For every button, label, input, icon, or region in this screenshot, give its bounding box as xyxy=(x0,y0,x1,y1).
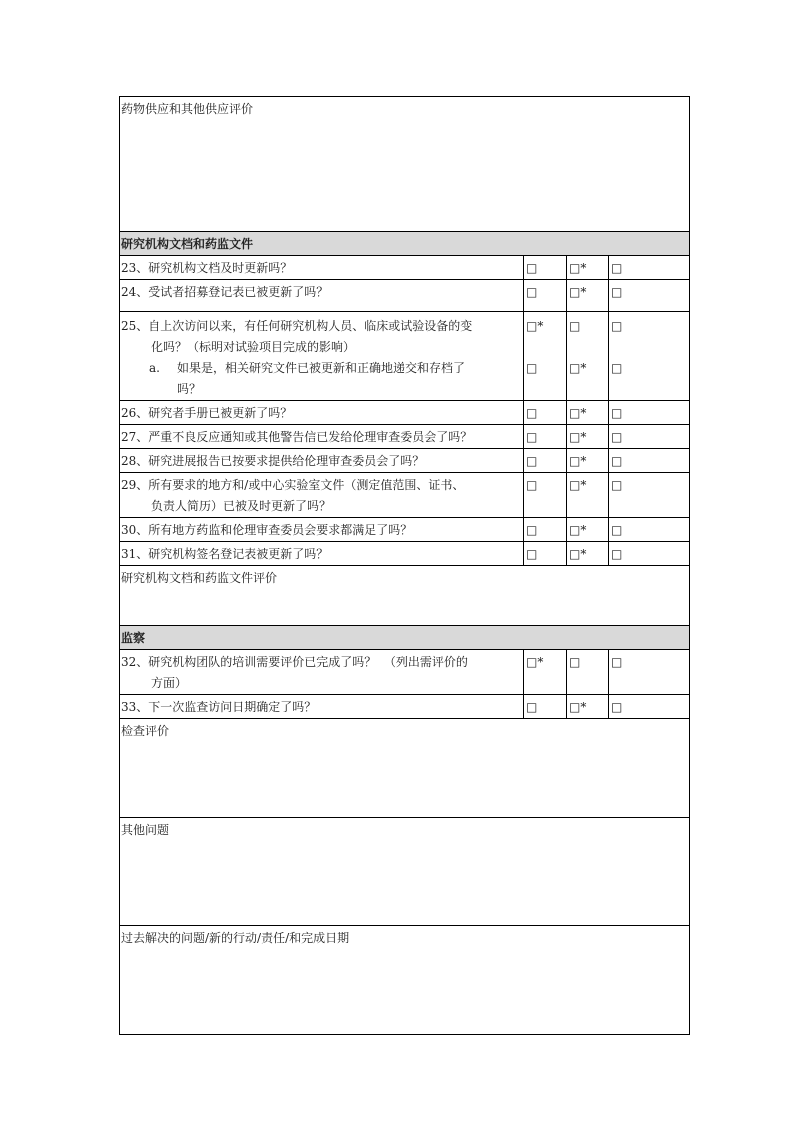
checkbox-yes[interactable]: □ xyxy=(524,401,567,425)
checkbox-na[interactable]: □ xyxy=(609,695,690,719)
question-row-25: 25、自上次访问以来，有任何研究机构人员、临床或试验设备的变 化吗？（标明对试验项目完成的影响） a. 如果是，相关研究文件已被更新和正确地递交和存档了 吗？ □* □ □ □* □ □ xyxy=(120,312,690,401)
drug-supply-evaluation[interactable]: 药物供应和其他供应评价 xyxy=(120,97,690,232)
checkbox-no[interactable]: □* xyxy=(567,473,609,518)
checkbox-yes[interactable]: □* xyxy=(524,650,567,695)
checkbox-na[interactable]: □ xyxy=(609,401,690,425)
checkbox-yes[interactable]: □ xyxy=(524,518,567,542)
checkbox-yes[interactable]: □ xyxy=(524,425,567,449)
checkbox-no-25a[interactable]: □* xyxy=(569,361,587,375)
checkbox-yes[interactable]: □ xyxy=(524,256,567,280)
checkbox-na[interactable]: □ xyxy=(609,425,690,449)
checkbox-na[interactable]: □ xyxy=(609,280,690,312)
checkbox-no[interactable]: □* xyxy=(567,425,609,449)
checkbox-no[interactable]: □* xyxy=(567,695,609,719)
sub-question-25a: a. 如果是，相关研究文件已被更新和正确地递交和存档了 xyxy=(149,361,466,375)
question-row-27: 27、严重不良反应通知或其他警告信已发给伦理审查委员会了吗？ □ □* □ xyxy=(120,425,690,449)
section-header-monitoring: 监察 xyxy=(120,626,690,650)
checkbox-na-25a[interactable]: □ xyxy=(611,361,623,375)
question-row-29: 29、所有要求的地方和/或中心实验室文件（测定值范围、证书、 负责人简历）已被及时更新了吗？ □ □* □ xyxy=(120,473,690,518)
inspection-evaluation[interactable]: 检查评价 xyxy=(120,719,690,818)
question-row-23: 23、研究机构文档及时更新吗？ □ □* □ xyxy=(120,256,690,280)
section-header-site-docs: 研究机构文档和药监文件 xyxy=(120,232,690,256)
question-row-33: 33、下一次监查访问日期确定了吗？ □ □* □ xyxy=(120,695,690,719)
other-issues[interactable]: 其他问题 xyxy=(120,818,690,926)
question-row-24: 24、受试者招募登记表已被更新了吗？ □ □* □ xyxy=(120,280,690,312)
checkbox-yes-25a[interactable]: □ xyxy=(526,361,538,375)
checkbox-na[interactable]: □ xyxy=(611,319,623,333)
past-issues-actions[interactable]: 过去解决的问题/新的行动/责任/和完成日期 xyxy=(120,926,690,1035)
checkbox-na[interactable]: □ xyxy=(609,518,690,542)
question-row-32: 32、研究机构团队的培训需要评价已完成了吗？ （列出需评价的 方面） □* □ □ xyxy=(120,650,690,695)
checkbox-na[interactable]: □ xyxy=(609,473,690,518)
checkbox-yes[interactable]: □ xyxy=(524,280,567,312)
checkbox-no[interactable]: □* xyxy=(567,280,609,312)
checkbox-no[interactable]: □* xyxy=(567,449,609,473)
checkbox-na[interactable]: □ xyxy=(609,650,690,695)
checkbox-yes[interactable]: □ xyxy=(524,473,567,518)
checkbox-no[interactable]: □* xyxy=(567,256,609,280)
checkbox-na[interactable]: □ xyxy=(609,449,690,473)
question-row-26: 26、研究者手册已被更新了吗？ □ □* □ xyxy=(120,401,690,425)
monitoring-checklist-table xyxy=(119,96,690,1035)
checkbox-no[interactable]: □ xyxy=(567,650,609,695)
checkbox-no[interactable]: □* xyxy=(567,401,609,425)
checkbox-na[interactable]: □ xyxy=(609,256,690,280)
question-row-31: 31、研究机构签名登记表被更新了吗？ □ □* □ xyxy=(120,542,690,566)
checkbox-yes[interactable]: □ xyxy=(524,449,567,473)
checkbox-yes[interactable]: □ xyxy=(524,542,567,566)
checkbox-yes[interactable]: □* xyxy=(526,319,544,333)
checkbox-no[interactable]: □* xyxy=(567,542,609,566)
checkbox-no[interactable]: □* xyxy=(567,518,609,542)
question-row-28: 28、研究进展报告已按要求提供给伦理审查委员会了吗？ □ □* □ xyxy=(120,449,690,473)
checkbox-no[interactable]: □ xyxy=(569,319,581,333)
checkbox-yes[interactable]: □ xyxy=(524,695,567,719)
question-row-30: 30、所有地方药监和伦理审查委员会要求都满足了吗？ □ □* □ xyxy=(120,518,690,542)
site-docs-evaluation[interactable]: 研究机构文档和药监文件评价 xyxy=(120,566,690,626)
checkbox-na[interactable]: □ xyxy=(609,542,690,566)
